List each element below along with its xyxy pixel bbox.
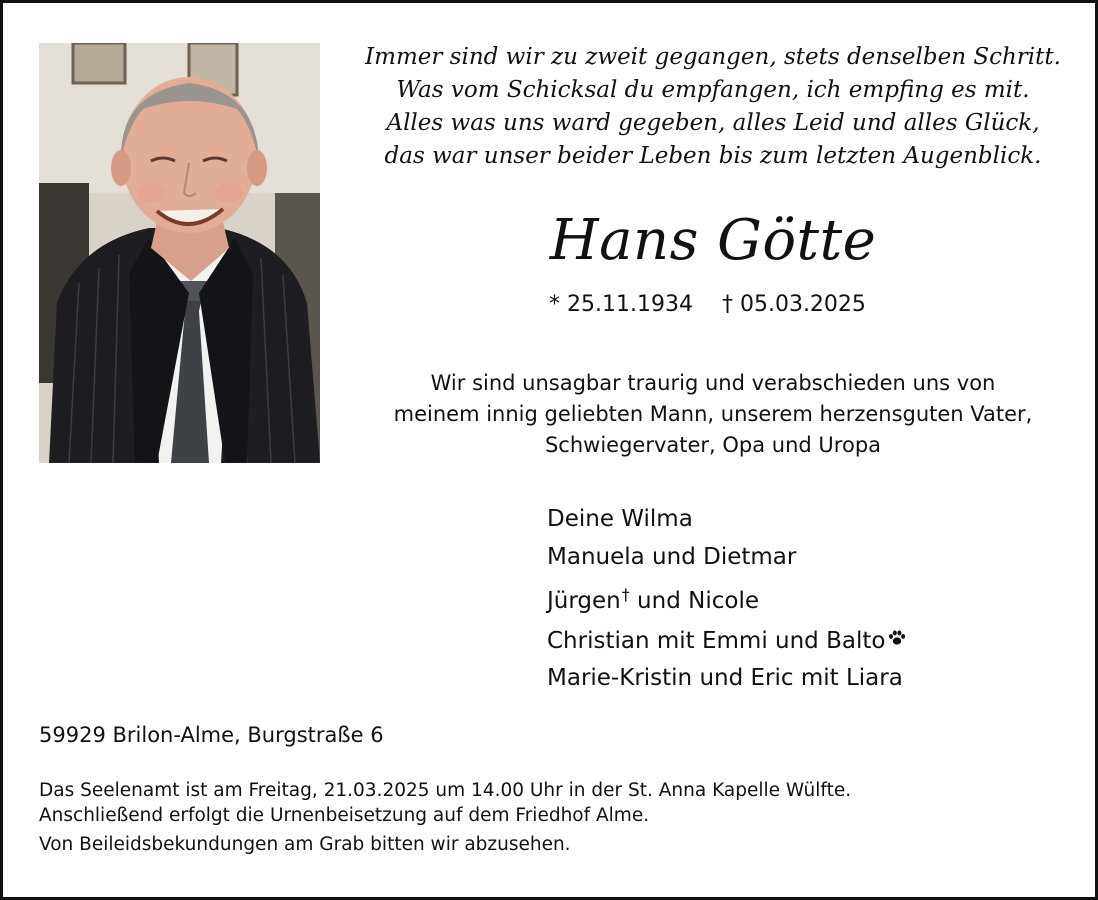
poem-verse bbox=[333, 41, 1093, 173]
portrait-photo bbox=[39, 43, 320, 463]
family-signatures bbox=[547, 501, 906, 698]
poem-line: Alles was uns ward gegeben, alles Leid und alles Glück, bbox=[386, 110, 1040, 136]
portrait-image bbox=[39, 43, 320, 463]
poem-line: Was vom Schicksal du empfangen, ich empfing es mit. bbox=[396, 77, 1030, 103]
death-date: † 05.03.2025 bbox=[721, 292, 866, 317]
family-line: Marie-Kristin und Eric mit Liara bbox=[547, 665, 903, 691]
paw-print-icon bbox=[888, 621, 906, 659]
notice-line: Anschließend erfolgt die Urnenbeisetzung auf dem Friedhof Alme. bbox=[39, 805, 650, 826]
deceased-name: Hans Götte bbox=[549, 208, 877, 273]
cross-symbol: † bbox=[621, 585, 630, 604]
family-name: Christian mit Emmi und Balto bbox=[547, 627, 886, 654]
family-name: Jürgen bbox=[547, 588, 621, 614]
address: 59929 Brilon-Alme, Burgstraße 6 bbox=[39, 723, 384, 747]
funeral-notice bbox=[39, 778, 851, 857]
life-dates bbox=[549, 289, 866, 321]
family-line bbox=[547, 576, 906, 621]
mourning-line: Schwiegervater, Opa und Uropa bbox=[544, 433, 882, 457]
birth-date: * 25.11.1934 bbox=[549, 292, 693, 317]
mourning-message bbox=[333, 368, 1093, 461]
family-name-rest: und Nicole bbox=[629, 588, 759, 614]
family-line: Manuela und Dietmar bbox=[547, 543, 797, 570]
poem-line: das war unser beider Leben bis zum letzten Augenblick. bbox=[384, 143, 1042, 169]
notice-line: Das Seelenamt ist am Freitag, 21.03.2025 um 14.00 Uhr in der St. Anna Kapelle Wülfte. bbox=[39, 780, 852, 801]
mourning-line: Wir sind unsagbar traurig und verabschieden uns von bbox=[430, 371, 996, 395]
family-line: Deine Wilma bbox=[547, 506, 693, 532]
mourning-line: meinem innig geliebten Mann, unserem herzensguten Vater, bbox=[393, 402, 1033, 426]
notice-line: Von Beileidsbekundungen am Grab bitten wir abzusehen. bbox=[39, 834, 571, 855]
family-line bbox=[547, 621, 906, 661]
poem-line: Immer sind wir zu zweit gegangen, stets denselben Schritt. bbox=[365, 44, 1061, 70]
